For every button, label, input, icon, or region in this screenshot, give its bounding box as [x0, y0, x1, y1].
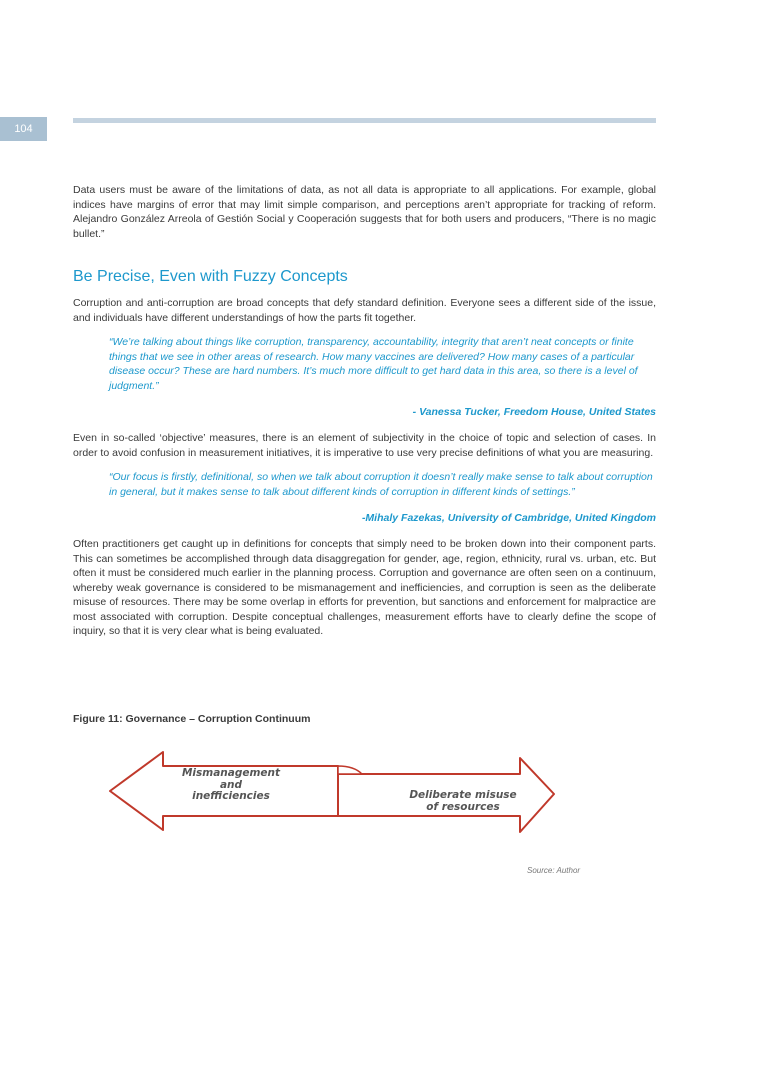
paragraph-continuum: Often practitioners get caught up in definitions for concepts that simply need to be broken down into their component parts. This can sometimes be accomplished through data disaggregation for gender, age, region, ethnicity, rural vs. urban, etc. But often it must be considered much earlier in the planning process. Corruption and governance are often seen on a continuum, whereby weak governance is considered to be mismanagement and inefficiencies, and corruption is seen as the deliberate misuse of resources. There may be some overlap in efforts for prevention, but sanctions and enforcement for malpractice are most associated with corruption. Despite conceptual challenges, measurement efforts have to clearly define the scope of inquiry, so that it is very clear what is being evaluated.: [73, 538, 656, 637]
right-arrow-label-line: Deliberate misuse: [409, 789, 517, 801]
paragraph-definition: Corruption and anti-corruption are broad concepts that defy standard definition. Everyone sees a different side of the issue, and individuals have different understandings of how the parts fit together.: [73, 297, 656, 324]
quote-fazekas-attribution: -Mihaly Fazekas, University of Cambridge, United Kingdom: [361, 512, 656, 524]
left-arrow-label-line: and: [219, 778, 243, 791]
figure-caption: Figure 11: Governance – Corruption Continuum: [73, 713, 311, 725]
left-arrow-label: [176, 768, 286, 803]
page-number-tab: [0, 117, 47, 141]
quote-fazekas: “Our focus is firstly, definitional, so when we talk about corruption it doesn’t really make sense to talk about corruption in general, but it makes sense to talk about different kinds of corruption in different kinds of settings.”: [109, 471, 653, 498]
section-heading: Be Precise, Even with Fuzzy Concepts: [73, 268, 348, 285]
paragraph-intro: Data users must be aware of the limitations of data, as not all data is appropriate to all applications. For example, global indices have margins of error that may limit simple comparison, and perceptions aren’t appropriate for tracking of reform. Alejandro González Arreola of Gestión Social y Cooperación suggests that for both users and producers, “There is no magic bullet.”: [73, 184, 656, 240]
page-number: 104: [14, 123, 33, 135]
paragraph-subjectivity: Even in so-called ‘objective’ measures, there is an element of subjectivity in the choice of topic and selection of cases. In order to avoid confusion in measurement initiatives, it is imperative to use very precise definitions of what you are measuring.: [73, 432, 656, 459]
continuum-figure: [108, 746, 558, 846]
left-arrow-label-line: Mismanagement: [181, 767, 281, 779]
ribbon-curl-shape: [338, 766, 362, 774]
quote-tucker-attribution: - Vanessa Tucker, Freedom House, United States: [412, 406, 656, 418]
figure-source: Source: Author: [527, 866, 581, 875]
left-arrow-label-line: inefficiencies: [192, 790, 270, 802]
right-arrow-label: [408, 790, 518, 813]
header-rule: [73, 118, 656, 123]
right-arrow-label-line: of resources: [426, 800, 500, 813]
quote-tucker: “We’re talking about things like corruption, transparency, accountability, integrity that aren’t neat concepts or finite things that we see in other areas of research. How many vaccines are delivered? How many cases of a particular disease occur? These are hard numbers. It’s much more difficult to get hard data in this area, so there is a level of judgment.”: [109, 336, 638, 392]
page-content: [73, 183, 656, 639]
